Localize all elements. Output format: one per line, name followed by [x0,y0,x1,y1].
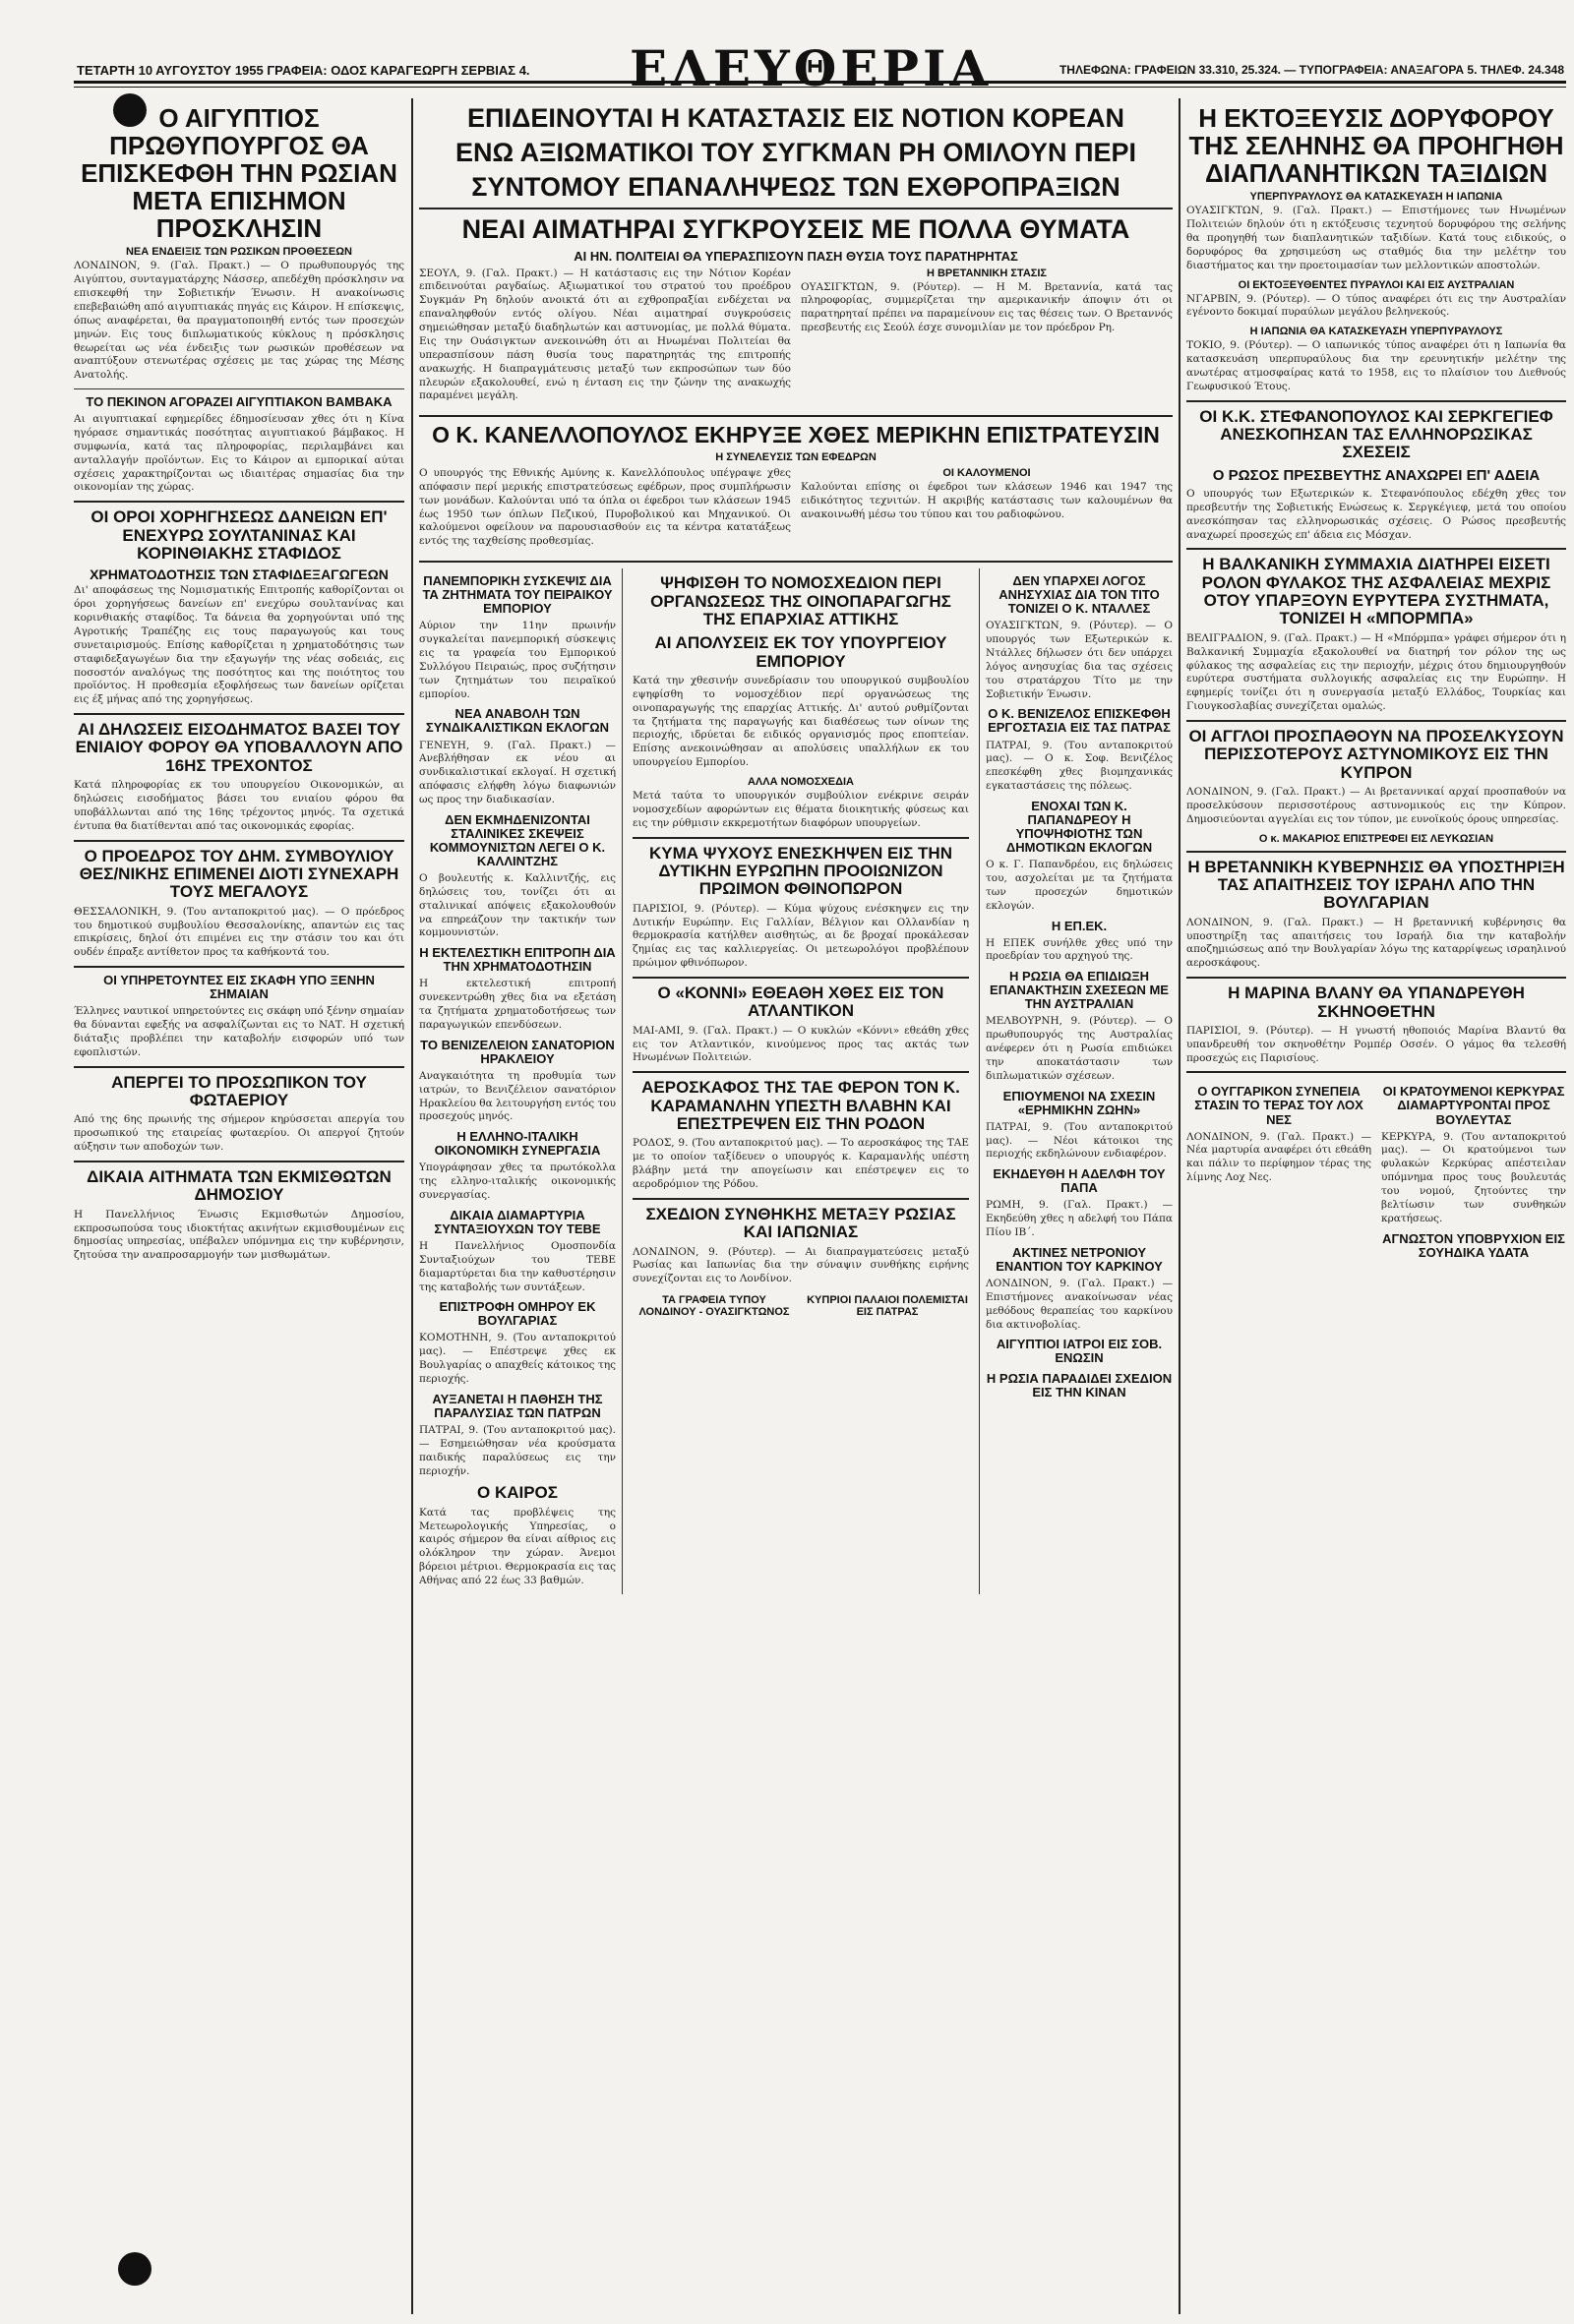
subheadline: ΑΙ ΗΝ. ΠΟΛΙΤΕΙΑΙ ΘΑ ΥΠΕΡΑΣΠΙΣΟΥΝ ΠΑΣΗ ΘΥΣΙΑ ΤΟΥΣ ΠΑΡΑΤΗΡΗΤΑΣ [574,248,1018,264]
subheadline: ΚΥΠΡΙΟΙ ΠΑΛΑΙΟΙ ΠΟΛΕΜΙΣΤΑΙ ΕΙΣ ΠΑΤΡΑΣ [807,1294,968,1319]
article-text: ΜΕΛΒΟΥΡΝΗ, 9. (Ρόυτερ). — Ο πρωθυπουργός της Αυστραλίας ανέφερεν ότι η Ρωσία επιδιώκει την αποκατάστασιν των διπλωματικών σχέσεων. [986,1015,1173,1082]
article-text: Μετά ταύτα το υπουργικόν συμβούλιον ενέκρινε σειράν νομοσχεδίων αφορώντων εις θέματα διοικητικής φύσεως και εις την ρύθμισιν εκκρεμοτήτων διαφόρων υπουργείων. [633,790,969,829]
article-text: Ο υπουργός της Εθνικής Αμύνης κ. Κανελλόπουλος υπέγραψε χθες απόφασιν περί μερικής επιστρατεύσεως εφέδρων, προς συμπλήρωσιν των μονάδων. Καλούνται υπό τα όπλα οι έφεδροι των κλάσεων 1945 έως 1950 των όπλων Πεζικού, Πυροβολικού και Μηχανικού. Οι καλούμενοι οφείλουν να παρουσιασθούν εις τα κέντρα κατατάξεως εντός της ταχθείσης προθεσμίας. [419,467,791,548]
article-text: ΜΑΙ-ΑΜΙ, 9. (Γαλ. Πρακτ.) — Ο κυκλών «Κόννι» εθεάθη χθες εις τον Ατλαντικόν, κινούμενος προς τας ακτάς των Ηνωμένων Πολιτειών. [633,1024,969,1064]
newspaper-title: ΕΛΕΥΘΕΡΙΑ [630,39,993,97]
divider [1186,1071,1566,1073]
headline: ΑΓΝΩΣΤΟΝ ΥΠΟΒΡΥΧΙΟΝ ΕΙΣ ΣΟΥΗΔΙΚΑ ΥΔΑΤΑ [1382,1230,1565,1260]
ink-blot [118,2252,151,2286]
headline: ΑΙΓΥΠΤΙΟΙ ΙΑΤΡΟΙ ΕΙΣ ΣΟΒ. ΕΝΩΣΙΝ [996,1337,1163,1366]
divider [633,1071,969,1073]
article-text: ΠΑΤΡΑΙ, 9. (Του ανταποκριτού μας). — Νέοι κάτοικοι της περιοχής εκδηλώνουν ενδιαφέρον. [986,1120,1173,1161]
headline: ΟΙ ΟΡΟΙ ΧΟΡΗΓΗΣΕΩΣ ΔΑΝΕΙΩΝ ΕΠ' ΕΝΕΧΥΡΩ ΣΟΥΛΤΑΝΙΝΑΣ ΚΑΙ ΚΟΡΙΝΘΙΑΚΗΣ ΣΤΑΦΙΔΟΣ [91,507,388,564]
headline: ΣΧΕΔΙΟΝ ΣΥΝΘΗΚΗΣ ΜΕΤΑΞΥ ΡΩΣΙΑΣ ΚΑΙ ΙΑΠΩΝΙΑΣ [645,1204,956,1242]
divider [1186,851,1566,853]
article-text: Ο υπουργός των Εξωτερικών κ. Στεφανόπουλος εδέχθη χθες τον πρεσβευτήν της Σοβιετικής Ενώσεως κ. Σεργκέγιεφ, μετά του οποίου ανεσκόπησαν τας ελληνορωσικάς σχέσεις. Ο Ρώσος πρεσβευτής αναχωρεί προσεχώς επ' άδεια εις Μόσχαν. [1186,487,1566,541]
right-column [1186,98,1566,2316]
headline: Η ΕΚΤΟΞΕΥΣΙΣ ΔΟΡΥΦΟΡΟΥ ΤΗΣ ΣΕΛΗΝΗΣ ΘΑ ΠΡΟΗΓΗΘΗ ΔΙΑΠΛΑΝΗΤΙΚΩΝ ΤΑΞΙΔΙΩΝ [1188,103,1564,189]
divider [74,713,404,715]
divider [1186,977,1566,979]
headline: Η ΕΚΤΕΛΕΣΤΙΚΗ ΕΠΙΤΡΟΠΗ ΔΙΑ ΤΗΝ ΧΡΗΜΑΤΟΔΟΤΗΣΙΝ [419,945,616,975]
headline: ΑΚΤΙΝΕΣ ΝΕΤΡΟΝΙΟΥ ΕΝΑΝΤΙΟΝ ΤΟΥ ΚΑΡΚΙΝΟΥ [996,1244,1163,1274]
headline: ΕΠΙΟΥΜΕΝΟΙ ΝΑ ΣΧΕΣΙΝ «ΕΡΗΜΙΚΗΝ ΖΩΗΝ» [1002,1088,1156,1117]
subheadline: ΟΙ ΚΑΛΟΥΜΕΝΟΙ [942,467,1031,480]
bottom-briefs [1186,1079,1566,1263]
article-text: Αι αιγυπτιακαί εφημερίδες έδημοσίευσαν χθες ότι η Κίνα ηγόρασε σημαντικάς ποσότητας αιγυπτιακού βάμβακος. Η συμφωνία, κατά τας πληροφορίας, περιλαμβάνει και ανταλλαγήν προϊόντων. Εις το Κάιρον αι εμπορικαί αύται σχέσεις χαρακτηρίζονται ως ιδιαιτέρας σημασίας δια την οικονομίαν της χώρας. [74,413,404,494]
subheadline: Η ΒΡΕΤΑΝΝΙΚΗ ΣΤΑΣΙΣ [926,267,1048,279]
headline: ΑΙ ΔΗΛΩΣΕΙΣ ΕΙΣΟΔΗΜΑΤΟΣ ΒΑΣΕΙ ΤΟΥ ΕΝΙΑΙΟΥ ΦΟΡΟΥ ΘΑ ΥΠΟΒΑΛΛΟΥΝ ΑΠΟ 16ΗΣ ΤΡΕΧΟΝΤΟΣ [75,720,403,775]
headline: Η ΒΑΛΚΑΝΙΚΗ ΣΥΜΜΑΧΙΑ ΔΙΑΤΗΡΕΙ ΕΙΣΕΤΙ ΡΟΛΟΝ ΦΥΛΑΚΟΣ ΤΗΣ ΑΣΦΑΛΕΙΑΣ ΜΕΧΡΙΣ ΟΤΟΥ ΥΠΑΡΞΟΥΝ ΕΥΡΥΤΕΡΑ ΣΥΣΤΗΜΑΤΑ, ΤΟΝΙΖΕΙ Η «ΜΠΟΡΜΠΑ» [1201,555,1551,628]
divider [633,837,969,839]
article-text: ΛΟΝΔΙΝΟΝ, 9. (Ρόυτερ). — Αι διαπραγματεύσεις μεταξύ Ρωσίας και Ιαπωνίας δια την σύναψιν συνθήκης ειρήνης συνεχίζονται εις το Λονδίνον. [633,1245,969,1285]
lower-center-grid [419,568,1173,1594]
headline: ΝΕΑ ΑΝΑΒΟΛΗ ΤΩΝ ΣΥΝΔΙΚΑΛΙΣΤΙΚΩΝ ΕΚΛΟΓΩΝ [425,706,610,736]
article-text: Καλούνται επίσης οι έφεδροι των κλάσεων 1946 και 1947 της ειδικότητος τεχνιτών. Η ακριβής κατάστασις των καλουμένων θα ανακοινωθή μέσω του τύπου και του ραδιοφώνου. [801,481,1173,520]
article-text: Έλληνες ναυτικοί υπηρετούντες εις σκάφη υπό ξένην σημαίαν θα δύνανται εφεξής να ασφαλίζωνται εις το ΝΑΤ. Η σχετική διάταξις προβλέπει την καταβολήν εισφορών υπό των εφοπλιστών. [74,1005,404,1058]
article-text: ΒΕΛΙΓΡΑΔΙΟΝ, 9. (Γαλ. Πρακτ.) — Η «Μπόρμπα» γράφει σήμερον ότι η Βαλκανική Συμμαχία εξακολουθεί να διατηρή τον ρόλον της ως φύλακος της ασφαλείας εις την περιοχήν, μέχρις ότου δημιουργηθούν ευρύτερα συστήματα συλλογικής ασφαλείας εις την Ευρώπην. Η εφημερίς τονίζει ότι η συνεργασία μεταξύ Ελλάδος, Τουρκίας και Γιουγκοσλαβίας συνεχίζεται ομαλώς. [1186,631,1566,713]
article-text: Η εκτελεστική επιτροπή συνεκεντρώθη χθες δια να εξετάση τα ζητήματα χρηματοδοτήσεως των παραγωγικών επενδύσεων. [419,978,616,1031]
article-text: Αναγκαιότητα τη προθυμία των ιατρών, το Βενιζέλειον σανατόριον Ηρακλείου θα λειτουργήση εντός του προσεχούς μηνός. [419,1069,616,1123]
article-text: ΛΟΝΔΙΝΟΝ, 9. (Γαλ. Πρακτ.) — Επιστήμονες ανακοίνωσαν νέας μεθόδους θεραπείας του καρκίνου δια ακτινοβολίας. [986,1278,1173,1331]
article-text: ΟΥΑΣΙΓΚΤΩΝ, 9. (Ρόυτερ). — Ο υπουργός των Εξωτερικών κ. Ντάλλες δήλωσεν ότι δεν υπάρχει λόγος ανησυχίας δια τας σχέσεις του στρατάρχου Τίτο με την Σοβιετικήν Ένωσιν. [986,620,1173,700]
divider [1186,400,1566,402]
subheadline: Η ΙΑΠΩΝΙΑ ΘΑ ΚΑΤΑΣΚΕΥΑΣΗ ΥΠΕΡΠΥΡΑΥΛΟΥΣ [1249,326,1503,338]
bottom-briefs [633,1292,969,1320]
headline: ΔΕΝ ΥΠΑΡΧΕΙ ΛΟΓΟΣ ΑΝΗΣΥΧΙΑΣ ΔΙΑ ΤΟΝ ΤΙΤΟ ΤΟΝΙΖΕΙ Ο Κ. ΝΤΑΛΛΕΣ [999,573,1160,617]
subheadline: ΑΛΛΑ ΝΟΜΟΣΧΕΔΙΑ [747,776,855,789]
headline: ΚΥΜΑ ΨΥΧΟΥΣ ΕΝΕΣΚΗΨΕΝ ΕΙΣ ΤΗΝ ΔΥΤΙΚΗΝ ΕΥΡΩΠΗΝ ΠΡΟΟΙΩΝΙΖΟΝ ΠΡΩΙΜΟΝ ΦΘΙΝΟΠΩΡΟΝ [649,843,952,899]
headline: ΟΙ ΥΠΗΡΕΤΟΥΝΤΕΣ ΕΙΣ ΣΚΑΦΗ ΥΠΟ ΞΕΝΗΝ ΣΗΜΑΙΑΝ [103,973,375,1002]
subheadline: ΟΙ ΕΚΤΟΞΕΥΘΕΝΤΕΣ ΠΥΡΑΥΛΟΙ ΚΑΙ ΕΙΣ ΑΥΣΤΡΑΛΙΑΝ [1238,278,1515,291]
divider [74,388,404,389]
headline: ΟΙ ΚΡΑΤΟΥΜΕΝΟΙ ΚΕΡΚΥΡΑΣ ΔΙΑΜΑΡΤΥΡΟΝΤΑΙ ΠΡΟΣ ΒΟΥΛΕΥΤΑΣ [1382,1084,1565,1127]
article-text: ΓΕΝΕΥΗ, 9. (Γαλ. Πρακτ.) — Ανεβλήθησαν εκ νέου αι συνδικαλιστικαί εκλογαί. Η σχετική απόφασις ελήφθη λόγω διαφωνιών ως προς την διαδικασίαν. [419,739,616,805]
article-text: ΡΟΔΟΣ, 9. (Του ανταποκριτού μας). — Το αεροσκάφος της ΤΑΕ με το οποίον ταξίδευεν ο υπουργός κ. Καραμανλής υπέστη βλάβην μετά την απογείωσιν και επέστρεψεν εις το αεροδρόμιον της Ρόδου. [633,1137,969,1190]
headline: Η ΕΠ.ΕΚ. [1051,918,1108,933]
headline: ΕΝΟΧΑΙ ΤΩΝ Κ. ΠΑΠΑΝΔΡΕΟΥ Η ΥΠΟΨΗΦΙΟΤΗΣ ΤΩΝ ΔΗΜΟΤΙΚΩΝ ΕΚΛΟΓΩΝ [1005,798,1153,856]
article-text: ΟΥΑΣΙΓΚΤΩΝ, 9. (Γαλ. Πρακτ.) — Επιστήμονες των Ηνωμένων Πολιτειών δηλούν ότι η εκτόξευσις τεχνητού δορυφόρου της σελήνης θα προηγηθή των διαπλανητικών ταξιδίων. Κατά τους ειδικούς, ο δορυφόρος θα χρησιμεύση ως σταθμός δια την μελέτην του διαστήματος και την προετοιμασίαν των μελλοντικών αποστολών. [1186,205,1566,271]
article-text: ΛΟΝΔΙΝΟΝ, 9. (Γαλ. Πρακτ.) — Νέα μαρτυρία αναφέρει ότι εθεάθη και πάλιν το περίφημον τέρας της λίμνης Λοχ Νες. [1186,1130,1371,1184]
headline: ΑΠΕΡΓΕΙ ΤΟ ΠΡΟΣΩΠΙΚΟΝ ΤΟΥ ΦΩΤΑΕΡΙΟΥ [111,1072,367,1110]
divider [1186,548,1566,550]
headline: Η ΜΑΡΙΝΑ ΒΛΑΝΥ ΘΑ ΥΠΑΝΔΡΕΥΘΗ ΣΚΗΝΟΘΕΤΗΝ [1228,983,1525,1021]
headline: Η ΒΡΕΤΑΝΝΙΚΗ ΚΥΒΕΡΝΗΣΙΣ ΘΑ ΥΠΟΣΤΗΡΙΞΗ ΤΑΣ ΑΠΑΙΤΗΣΕΙΣ ΤΟΥ ΙΣΡΑΗΛ ΑΠΟ ΤΗΝ ΒΟΥΛΓΑΡΙΑΝ [1187,857,1565,913]
headline: Η ΡΩΣΙΑ ΘΑ ΕΠΙΔΙΩΞΗ ΕΠΑΝΑΚΤΗΣΙΝ ΣΧΕΣΕΩΝ ΜΕ ΤΗΝ ΑΥΣΤΡΑΛΙΑΝ [990,969,1169,1012]
article-text: Ο κ. Γ. Παπανδρέου, εις δηλώσεις του, ασχολείται με τα ζητήματα των προσεχών δημοτικών εκλογών. [986,859,1173,912]
mid-left-column [419,568,623,1594]
divider [419,415,1173,417]
divider [633,977,969,979]
left-column [74,98,404,2316]
article-text: Η Πανελλήνιος Ένωσις Εκμισθωτών Δημοσίου, εκπροσωπούσα τους ιδιοκτήτας ακινήτων εκμισθουμένων εις δημοσίας υπηρεσίας, υπέβαλεν υπόμνημα εις την κυβέρνησιν, ζητούσα την αναπροσαρμογήν των μισθωμάτων. [74,1208,404,1262]
headline: ΕΚΗΔΕΥΘΗ Η ΑΔΕΛΦΗ ΤΟΥ ΠΑΠΑ [993,1166,1166,1196]
headline: Ο ΑΙΓΥΠΤΙΟΣ ΠΡΩΘΥΠΟΥΡΓΟΣ ΘΑ ΕΠΙΣΚΕΦΘΗ ΤΗΝ ΡΩΣΙΑΝ ΜΕΤΑ ΕΠΙΣΗΜΟΝ ΠΡΟΣΚΛΗΣΙΝ [81,103,397,244]
subheadline: Ο κ. ΜΑΚΑΡΙΟΣ ΕΠΙΣΤΡΕΦΕΙ ΕΙΣ ΛΕΥΚΩΣΙΑΝ [1258,832,1494,845]
canellopoulos-article [419,465,1173,555]
headline: ΤΟ ΠΕΚΙΝΟΝ ΑΓΟΡΑΖΕΙ ΑΙΓΥΠΤΙΑΚΟΝ ΒΑΜΒΑΚΑ [86,394,393,410]
headline: ΤΟ ΒΕΝΙΖΕΛΕΙΟΝ ΣΑΝΑΤΟΡΙΟΝ ΗΡΑΚΛΕΙΟΥ [420,1037,615,1066]
headline: ΨΗΦΙΣΘΗ ΤΟ ΝΟΜΟΣΧΕΔΙΟΝ ΠΕΡΙ ΟΡΓΑΝΩΣΕΩΣ ΤΗΣ ΟΙΝΟΠΑΡΑΓΩΓΗΣ ΤΗΣ ΕΠΑΡΧΙΑΣ ΑΤΤΙΚΗΣ [650,573,951,628]
article-text: ΝΓΑΡΒΙΝ, 9. (Ρόυτερ). — Ο τύπος αναφέρει ότι εις την Αυστραλίαν εγένοντο δοκιμαί πυραύλων μεγάλου βεληνεκούς. [1186,292,1566,319]
headline: ΕΠΙΣΤΡΟΦΗ ΟΜΗΡΟΥ ΕΚ ΒΟΥΛΓΑΡΙΑΣ [439,1299,596,1329]
article-text: Κατά πληροφορίας εκ του υπουργείου Οικονομικών, αι δηλώσεις εισοδήματος βάσει του ενιαίου φόρου θα υποβάλλωνται από της 16ης τρέχοντος μηνός. Τα σχετικά έντυπα θα διατίθενται από τας οικονομικάς εφορίας. [74,779,404,832]
divider [74,1161,404,1162]
banner-headline: ΕΠΙΔΕΙΝΟΥΤΑΙ Η ΚΑΤΑΣΤΑΣΙΣ ΕΙΣ ΝΟΤΙΟΝ ΚΟΡΕΑΝ [467,103,1124,133]
subheadline: Ο ΡΩΣΟΣ ΠΡΕΣΒΕΥΤΗΣ ΑΝΑΧΩΡΕΙ ΕΠ' ΑΔΕΙΑ [1212,466,1541,484]
headline: Η ΡΩΣΙΑ ΠΑΡΑΔΙΔΕΙ ΣΧΕΔΙΟΝ ΕΙΣ ΤΗΝ ΚΙΝΑΝ [986,1370,1173,1400]
article-text: Δι' αποφάσεως της Νομισματικής Επιτροπής καθορίζονται οι όροι χορηγήσεως δανείων επ' ενεχύρω σουλτανίνας και κορινθιακής σταφίδος. Τα δάνεια θα χορηγούνται υπό της Αγροτικής Τραπέζης εις τους παραγωγούς και τους συνεταιρισμούς. Επίσης καθορίζεται η χρηματοδότησις των σταφιδεξαγωγέων δια την εξαγωγήν της νέας σοδειάς, εις ποσοστόν αναλόγως της ποσότητος και της ποιότητος του προϊόντος. Η προθεσμία εξοφλήσεως των δανείων ορίζεται εις έξ μήνας από της χορηγήσεως. [74,584,404,706]
article-text: Κατά την χθεσινήν συνεδρίασιν του υπουργικού συμβουλίου εψηφίσθη το νομοσχέδιον περί οργανώσεως της οινοπαραγωγής της επαρχίας Αττικής. Δι' αυτού ρυθμίζονται τα ζητήματα της παραγωγής και διαθέσεως των οίνων της περιοχής, ιδρύεται δε ειδικός οργανισμός προς εποπτείαν. Επίσης ανεκοινώθησαν αι απολύσεις υπαλλήλων εκ του υπουργείου Εμπορίου. [633,675,969,769]
divider [74,840,404,842]
divider [74,1066,404,1068]
article-text: ΡΩΜΗ, 9. (Γαλ. Πρακτ.) — Εκηδεύθη χθες η αδελφή του Πάπα Πίου ΙΒ΄. [986,1199,1173,1239]
article-text: ΛΟΝΔΙΝΟΝ, 9. (Γαλ. Πρακτ.) — Ο πρωθυπουργός της Αιγύπτου, συνταγματάρχης Νάσσερ, απεδέχθη πρόσκλησιν να επισκεφθή την Σοβιετικήν Ένωσιν. Η ανακοίνωσις επεβεβαιώθη από αιγυπτιακάς πηγάς εις Κάιρον. Η επίσκεψις, όπως αναφέρεται, θα πραγματοποιηθή εντός των προσεχών μηνών. Εις τους διπλωματικούς κύκλους η πρόσκλησις θεωρείται ως νέα ένδειξις των ρωσικών προθέσεων να αναπτύξουν στενωτέρας σχέσεις με τας χώρας της Μέσης Ανατολής. [74,260,404,382]
masthead-rule-thin [74,87,1566,88]
banner-headline: ΝΕΑΙ ΑΙΜΑΤΗΡΑΙ ΣΥΓΚΡΟΥΣΕΙΣ ΜΕ ΠΟΛΛΑ ΘΥΜΑΤΑ [461,214,1130,245]
headline: Η ΕΛΛΗΝΟ-ΙΤΑΛΙΚΗ ΟΙΚΟΝΟΜΙΚΗ ΣΥΝΕΡΓΑΣΙΑ [434,1129,601,1159]
article-text: ΠΑΤΡΑΙ, 9. (Του ανταποκριτού μας). — Ο κ. Σοφ. Βενιζέλος επεσκέφθη χθες βιομηχανικάς εγκαταστάσεις της πόλεως. [986,739,1173,793]
subheadline: ΧΡΗΜΑΤΟΔΟΤΗΣΙΣ ΤΩΝ ΣΤΑΦΙΔΕΞΑΓΩΓΕΩΝ [90,566,389,583]
mid-right-column [979,568,1173,1594]
subheadline: ΑΙ ΑΠΟΛΥΣΕΙΣ ΕΚ ΤΟΥ ΥΠΟΥΡΓΕΙΟΥ ΕΜΠΟΡΙΟΥ [654,633,947,671]
divider [74,966,404,968]
article-text: ΘΕΣΣΑΛΟΝΙΚΗ, 9. (Του ανταποκριτού μας). — Ο πρόεδρος του δημοτικού συμβουλίου Θεσσαλονίκης, απαντών εις τας επικρίσεις, δηλοί ότι επιμένει εις την στάσιν του και ότι ουδέν έπραξε αντίθετον προς τα καθήκοντά του. [74,905,404,959]
subheadline: ΤΑ ΓΡΑΦΕΙΑ ΤΥΠΟΥ ΛΟΝΔΙΝΟΥ - ΟΥΑΣΙΓΚΤΩΝΟΣ [638,1294,790,1319]
article-text: ΚΕΡΚΥΡΑ, 9. (Του ανταποκριτού μας). — Οι κρατούμενοι των φυλακών Κερκύρας απέστειλαν υπόμνημα προς τους βουλευτάς του νομού, ζητούντες την βελτίωσιν των συνθηκών κρατήσεως. [1381,1130,1566,1224]
divider [1186,720,1566,722]
headline: Ο ΚΑΙΡΟΣ [477,1483,558,1503]
phones-line: ΤΗΛΕΦΩΝΑ: ΓΡΑΦΕΙΩΝ 33.310, 25.324. — ΤΥΠΟΓΡΑΦΕΙΑ: ΑΝΑΞΑΓΟΡΑ 5. ΤΗΛΕΦ. 24.348 [1059,63,1564,77]
headline: Ο Κ. ΒΕΝΙΖΕΛΟΣ ΕΠΙΣΚΕΦΘΗ ΕΡΓΟΣΤΑΣΙΑ ΕΙΣ ΤΑΣ ΠΑΤΡΑΣ [988,706,1171,736]
banner-headline: ΣΥΝΤΟΜΟΥ ΕΠΑΝΑΛΗΨΕΩΣ ΤΩΝ ΕΧΘΡΟΠΡΑΞΙΩΝ [471,172,1120,203]
article-text: Υπογράφησαν χθες τα πρωτόκολλα της ελληνο-ιταλικής οικονομικής συνεργασίας. [419,1162,616,1202]
headline: Ο «ΚΟΝΝΙ» ΕΘΕΑΘΗ ΧΘΕΣ ΕΙΣ ΤΟΝ ΑΤΛΑΝΤΙΚΟΝ [657,983,944,1021]
headline: ΟΙ ΑΓΓΛΟΙ ΠΡΟΣΠΑΘΟΥΝ ΝΑ ΠΡΟΣΕΛΚΥΣΟΥΝ ΠΕΡΙΣΣΟΤΕΡΟΥΣ ΑΣΤΥΝΟΜΙΚΟΥΣ ΕΙΣ ΤΗΝ ΚΥΠΡΟΝ [1188,726,1564,782]
divider [419,208,1173,209]
divider [633,1198,969,1200]
headline: ΔΙΚΑΙΑ ΑΙΤΗΜΑΤΑ ΤΩΝ ΕΚΜΙΣΘΩΤΩΝ ΔΗΜΟΣΙΟΥ [87,1166,392,1205]
headline: ΠΑΝΕΜΠΟΡΙΚΗ ΣΥΣΚΕΨΙΣ ΔΙΑ ΤΑ ΖΗΤΗΜΑΤΑ ΤΟΥ ΠΕΙΡΑΙΚΟΥ ΕΜΠΟΡΙΟΥ [422,573,613,617]
article-text: Η ΕΠΕΚ συνήλθε χθες υπό την προεδρίαν του αρχηγού της. [986,936,1173,963]
headline: Ο Κ. ΚΑΝΕΛΛΟΠΟΥΛΟΣ ΕΚΗΡΥΞΕ ΧΘΕΣ ΜΕΡΙΚΗΝ ΕΠΙΣΤΡΑΤΕΥΣΙΝ [432,422,1160,448]
article-text: ΠΑΡΙΣΙΟΙ, 9. (Ρόυτερ). — Η γνωστή ηθοποιός Μαρίνα Βλαντύ θα υπανδρευθή τον σκηνοθέτην Ρομπέρ Οσσέν. Ο γάμος θα τελεσθή προσεχώς εις Παρισίους. [1186,1024,1566,1064]
article-text: Αύριον την 11ην πρωινήν συγκαλείται πανεμπορική σύσκεψις εις τα γραφεία του Εμπορικού Συλλόγου Πειραιώς, προς συζήτησιν των ζητημάτων του πειραϊκού εμπορίου. [419,620,616,700]
subheadline: ΝΕΑ ΕΝΔΕΙΞΙΣ ΤΩΝ ΡΩΣΙΚΩΝ ΠΡΟΘΕΣΕΩΝ [125,246,352,259]
headline: ΑΥΞΑΝΕΤΑΙ Η ΠΑΘΗΣΗ ΤΗΣ ΠΑΡΑΛΥΣΙΑΣ ΤΩΝ ΠΑΤΡΩΝ [432,1391,603,1420]
masthead [0,0,1574,98]
subheadline: Η ΣΥΝΕΛΕΥΣΙΣ ΤΩΝ ΕΦΕΔΡΩΝ [715,451,877,464]
divider [74,501,404,503]
article-text: ΣΕΟΥΛ, 9. (Γαλ. Πρακτ.) — Η κατάστασις εις την Νότιον Κορέαν επιδεινούται ραγδαίως. Αξιωματικοί του στρατού του προέδρου Συγκμάν Ρη δηλούν ανοικτά ότι αι εχθροπραξίαι ενδέχεται να επαναληφθούν εντός ολίγου. Νέαι αιματηραί συγκρούσεις σημειώθησαν μεταξύ διαδηλωτών και αστυνομίας, με πολλά θύματα. Εις την Ουάσιγκτων ανεκοινώθη ότι αι Ηνωμέναι Πολιτείαι θα υπερασπίσουν πάση θυσία τους παρατηρητάς της επιτροπής ανακωχής. Η διαπραγμάτευσις μεταξύ των εκπροσώπων των δύο πλευρών εξακολουθεί, ενώ η ένταση εις την ζώνην της ανακωχής παραμένει μεγάλη. [419,267,791,402]
article-text: Από της 6ης πρωινής της σήμερον κηρύσσεται απεργία του προσωπικού της εταιρείας φωταερίου. Οι απεργοί ζητούν αύξησιν των αποδοχών των. [74,1113,404,1154]
article-text: ΠΑΤΡΑΙ, 9. (Του ανταποκριτού μας). — Εσημειώθησαν νέα κρούσματα παιδικής παραλύσεως εις την περιοχήν. [419,1423,616,1477]
subheadline: ΥΠΕΡΠΥΡΑΥΛΟΥΣ ΘΑ ΚΑΤΑΣΚΕΥΑΣΗ Η ΙΑΠΩΝΙΑ [1249,191,1503,204]
masthead-rule [74,81,1566,84]
korea-article [419,266,1173,410]
date-line: ΤΕΤΑΡΤΗ 10 ΑΥΓΟΥΣΤΟΥ 1955 ΓΡΑΦΕΙΑ: ΟΔΟΣ ΚΑΡΑΓΕΩΡΓΗ ΣΕΡΒΙΑΣ 4. [77,63,530,78]
article-text: ΠΑΡΙΣΙΟΙ, 9. (Ρόυτερ). — Κύμα ψύχους ενέσκηψεν εις την Δυτικήν Ευρώπην. Εις Γαλλίαν, Βέλγιον και Ολλανδίαν η θερμοκρασία κατήλθεν αισθητώς, αι δε βροχαί προκάλεσαν ζημίας εις τας καλλιεργείας. Οι μετεωρολόγοι προβλέπουν πρώιμον φθινόπωρον. [633,902,969,970]
headline: Ο ΟΥΓΓΑΡΙΚΟΝ ΣΥΝΕΠΕΙΑ ΣΤΑΣΙΝ ΤΟ ΤΕΡΑΣ ΤΟΥ ΛΟΧ ΝΕΣ [1194,1084,1363,1127]
ink-blot [113,93,147,127]
headline: ΑΕΡΟΣΚΑΦΟΣ ΤΗΣ ΤΑΕ ΦΕΡΟΝ ΤΟΝ Κ. ΚΑΡΑΜΑΝΛΗΝ ΥΠΕΣΤΗ ΒΛΑΒΗΝ ΚΑΙ ΕΠΕΣΤΡΕΨΕΝ ΕΙΣ ΤΗΝ ΡΟΔΟΝ [641,1078,960,1133]
article-text: ΚΟΜΟΤΗΝΗ, 9. (Του ανταποκριτού μας). — Επέστρεψε χθες εκ Βουλγαρίας ο απαχθείς κάτοικος της περιοχής. [419,1332,616,1386]
article-text: ΛΟΝΔΙΝΟΝ, 9. (Γαλ. Πρακτ.) — Η βρεταννική κυβέρνησις θα υποστηρίξη τας απαιτήσεις του Ισραήλ δια την καταβολήν αποζημιώσεως από την Βουλγαρίαν λόγω της καταρρίψεως ισραηλινού αεροσκάφους. [1186,916,1566,970]
headline: ΔΙΚΑΙΑ ΔΙΑΜΑΡΤΥΡΙΑ ΣΥΝΤΑΞΙΟΥΧΩΝ ΤΟΥ ΤΕΒΕ [434,1207,601,1236]
center-column [419,98,1173,2316]
divider [419,561,1173,563]
banner-headline: ΕΝΩ ΑΞΙΩΜΑΤΙΚΟΙ ΤΟΥ ΣΥΓΚΜΑΝ ΡΗ ΟΜΙΛΟΥΝ ΠΕΡΙ [455,138,1136,168]
article-text: ΛΟΝΔΙΝΟΝ, 9. (Γαλ. Πρακτ.) — Αι βρεταννικαί αρχαί προσπαθούν να προσελκύσουν περισσοτέρους αστυνομικούς εις την Κύπρον. Δημοσιεύονται αγγελίαι εις τον τύπον, με ευνοϊκούς όρους υπηρεσίας. [1186,786,1566,825]
mid-center-column [633,568,969,1594]
article-text: Η Πανελλήνιος Ομοσπονδία Συνταξιούχων του ΤΕΒΕ διαμαρτύρεται δια την καθυστέρησιν της καταβολής των συντάξεων. [419,1239,616,1293]
article-text: ΤΟΚΙΟ, 9. (Ρόυτερ). — Ο ιαπωνικός τύπος αναφέρει ότι η Ιαπωνία θα κατασκευάση υπερπυραύλους δια την ερευνητικήν μελέτην της ανωτέρας ατμοσφαίρας κατά το 1958, εις το πλαίσιον του Διεθνούς Γεωφυσικού Έτους. [1186,339,1566,392]
article-text: ΟΥΑΣΙΓΚΤΩΝ, 9. (Ρόυτερ). — Η Μ. Βρεταννία, κατά τας πληροφορίας, συμμερίζεται την αμερικανικήν άποψιν ότι οι παρατηρηταί πρέπει να παραμείνουν εις τας θέσεις των. Ο Βρεταννός πρεσβευτής εις Σεούλ έσχε συνομιλίαν με τον πρόεδρον Ρη. [801,280,1173,334]
article-text: Κατά τας προβλέψεις της Μετεωρολογικής Υπηρεσίας, ο καιρός σήμερον θα είναι αίθριος εις ολόκληρον την χώραν. Άνεμοι βόρειοι μέτριοι. Θερμοκρασία εις τας Αθήνας από 22 έως 33 βαθμών. [419,1506,616,1587]
column-divider [411,98,413,2314]
column-divider [1179,98,1180,2314]
article-text: Ο βουλευτής κ. Καλλιντζής, εις δηλώσεις του, τονίζει ότι αι σταλινικαί απόψεις εξακολουθούν να επηρεάζουν την τακτικήν των κομμουνιστών. [419,871,616,939]
headline: ΟΙ Κ.Κ. ΣΤΕΦΑΝΟΠΟΥΛΟΣ ΚΑΙ ΣΕΡΚΓΕΓΙΕΦ ΑΝΕΣΚΟΠΗΣΑΝ ΤΑΣ ΕΛΛΗΝΟΡΩΣΙΚΑΣ ΣΧΕΣΕΙΣ [1199,406,1553,462]
headline: ΔΕΝ ΕΚΜΗΔΕΝΙΖΟΝΤΑΙ ΣΤΑΛΙΝΙΚΕΣ ΣΚΕΨΕΙΣ ΚΟΜΜΟΥΝΙΣΤΩΝ ΛΕΓΕΙ Ο Κ. ΚΑΛΛΙΝΤΖΗΣ [429,811,606,868]
headline: Ο ΠΡΟΕΔΡΟΣ ΤΟΥ ΔΗΜ. ΣΥΜΒΟΥΛΙΟΥ ΘΕΣ/ΝΙΚΗΣ ΕΠΙΜΕΝΕΙ ΔΙΟΤΙ ΣΥΝΕΧΑΡΗ ΤΟΥΣ ΜΕΓΑΛΟΥΣ [79,846,399,902]
